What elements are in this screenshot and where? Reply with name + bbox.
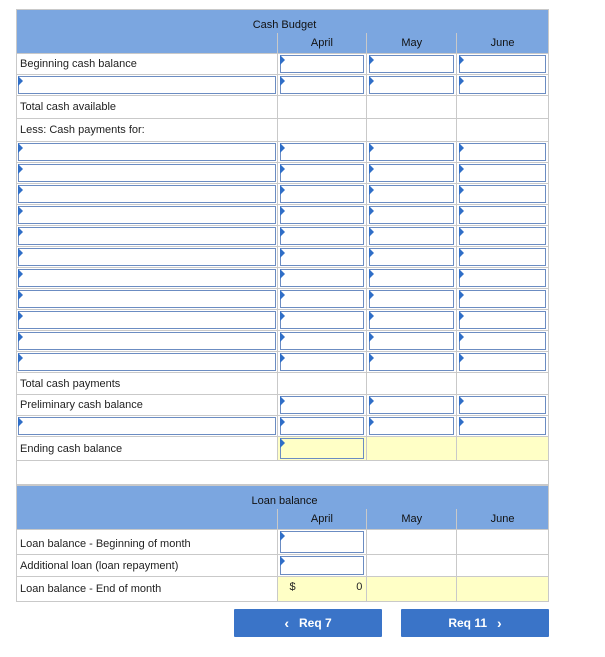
payment-april-input[interactable] (280, 227, 365, 245)
beginning-cash-june-input[interactable] (459, 55, 546, 73)
payment-may-input[interactable] (369, 143, 454, 161)
cash-budget-header-row (16, 33, 549, 54)
payment-label-input[interactable] (18, 185, 276, 203)
payment-june-input[interactable] (459, 269, 546, 287)
payment-april-input[interactable] (280, 185, 365, 203)
payment-june-input[interactable] (459, 227, 546, 245)
row-loan-end (16, 577, 549, 602)
payment-april-input[interactable] (280, 143, 365, 161)
payment-label-input[interactable] (18, 332, 276, 350)
row-loan-beginning (16, 530, 549, 555)
payment-may-input[interactable] (369, 248, 454, 266)
ending-cash-may-cell (367, 437, 457, 460)
ending-cash-june-cell (457, 437, 548, 460)
payment-may-input[interactable] (369, 353, 454, 371)
label-loan-beginning: Loan balance - Beginning of month (20, 538, 191, 550)
financing-april-input[interactable] (280, 417, 365, 435)
payment-may-input[interactable] (369, 185, 454, 203)
payment-june-input[interactable] (459, 290, 546, 308)
payment-row (16, 205, 549, 226)
payment-row (16, 310, 549, 331)
payment-june-input[interactable] (459, 164, 546, 182)
payment-june-input[interactable] (459, 332, 546, 350)
label-total-payments: Total cash payments (20, 377, 121, 390)
label-loan-end: Loan balance - End of month (20, 583, 162, 595)
payment-june-input[interactable] (459, 206, 546, 224)
payment-may-input[interactable] (369, 269, 454, 287)
payment-april-input[interactable] (280, 353, 365, 371)
payment-row (16, 142, 549, 163)
payment-may-input[interactable] (369, 311, 454, 329)
payment-row (16, 163, 549, 184)
label-loan-additional: Additional loan (loan repayment) (20, 559, 179, 572)
next-req-label: Req 11 (448, 616, 488, 630)
row-financing (16, 416, 549, 437)
payment-june-input[interactable] (459, 143, 546, 161)
receipts-april-input[interactable] (280, 76, 365, 94)
next-req-button[interactable] (401, 609, 549, 637)
financing-june-input[interactable] (459, 417, 546, 435)
loan-month-header-april: April (310, 513, 333, 525)
month-header-april: April (310, 37, 333, 49)
ending-cash-april-input[interactable] (280, 438, 365, 459)
prev-req-button[interactable] (234, 609, 382, 637)
payment-row (16, 268, 549, 289)
cash-budget-title: Cash Budget (252, 19, 317, 31)
payment-label-input[interactable] (18, 353, 276, 371)
receipts-june-input[interactable] (459, 76, 546, 94)
payment-may-input[interactable] (369, 290, 454, 308)
row-less-payments (16, 119, 549, 142)
payment-may-input[interactable] (369, 164, 454, 182)
beginning-cash-april-input[interactable] (280, 55, 365, 73)
loan-balance-header-row (16, 509, 549, 530)
payment-may-input[interactable] (369, 227, 454, 245)
row-beginning-cash (16, 54, 549, 75)
payment-label-input[interactable] (18, 290, 276, 308)
loan-additional-april-input[interactable] (280, 556, 365, 575)
payment-row (16, 352, 549, 373)
loan-end-april-value: 0 (356, 581, 363, 593)
payment-row (16, 331, 549, 352)
month-header-may: May (401, 37, 423, 49)
payment-may-input[interactable] (369, 206, 454, 224)
row-ending-cash (16, 437, 549, 461)
payment-row (16, 226, 549, 247)
financing-may-input[interactable] (369, 417, 454, 435)
label-ending-cash: Ending cash balance (20, 442, 123, 455)
row-preliminary (16, 395, 549, 416)
payment-label-input[interactable] (18, 227, 276, 245)
payment-april-input[interactable] (280, 269, 365, 287)
payment-april-input[interactable] (280, 206, 365, 224)
payment-row (16, 247, 549, 268)
payment-label-input[interactable] (18, 206, 276, 224)
label-preliminary: Preliminary cash balance (20, 399, 143, 411)
receipts-may-input[interactable] (369, 76, 454, 94)
loan-end-june-cell (457, 577, 548, 601)
payment-label-input[interactable] (18, 311, 276, 329)
row-total-payments (16, 373, 549, 395)
financing-label-input[interactable] (18, 417, 276, 435)
payment-june-input[interactable] (459, 353, 546, 371)
payment-april-input[interactable] (280, 332, 365, 350)
receipts-label-input[interactable] (18, 76, 276, 94)
chevron-right-icon: › (497, 615, 502, 631)
cash-budget-table (16, 9, 549, 602)
payment-label-input[interactable] (18, 269, 276, 287)
payment-label-input[interactable] (18, 143, 276, 161)
chevron-left-icon: ‹ (284, 615, 289, 631)
payment-april-input[interactable] (280, 248, 365, 266)
loan-beginning-april-input[interactable] (280, 531, 365, 553)
row-receipts (16, 75, 549, 96)
cash-budget-title-row (16, 9, 549, 33)
loan-balance-title: Loan balance (251, 495, 318, 507)
payment-april-input[interactable] (280, 290, 365, 308)
preliminary-may-input[interactable] (369, 396, 454, 414)
preliminary-june-input[interactable] (459, 396, 546, 414)
payment-may-input[interactable] (369, 332, 454, 350)
payment-june-input[interactable] (459, 185, 546, 203)
payment-june-input[interactable] (459, 311, 546, 329)
loan-end-may-cell (367, 577, 457, 601)
loan-month-header-june: June (490, 513, 515, 525)
payment-april-input[interactable] (280, 311, 365, 329)
loan-balance-title-row (16, 485, 549, 509)
payment-label-input[interactable] (18, 164, 276, 182)
payment-row (16, 184, 549, 205)
preliminary-april-input[interactable] (280, 396, 365, 414)
beginning-cash-may-input[interactable] (369, 55, 454, 73)
label-less-payments: Less: Cash payments for: (20, 124, 145, 136)
currency-symbol: $ (289, 581, 296, 593)
payment-june-input[interactable] (459, 248, 546, 266)
row-loan-additional (16, 555, 549, 577)
row-total-available (16, 96, 549, 119)
label-beginning-cash: Beginning cash balance (20, 58, 137, 70)
loan-month-header-may: May (401, 513, 423, 525)
month-header-june: June (490, 37, 515, 49)
payment-row (16, 289, 549, 310)
payment-april-input[interactable] (280, 164, 365, 182)
payment-label-input[interactable] (18, 248, 276, 266)
prev-req-label: Req 7 (298, 616, 332, 630)
loan-end-april-cell (278, 577, 368, 601)
label-total-available: Total cash available (20, 101, 117, 113)
